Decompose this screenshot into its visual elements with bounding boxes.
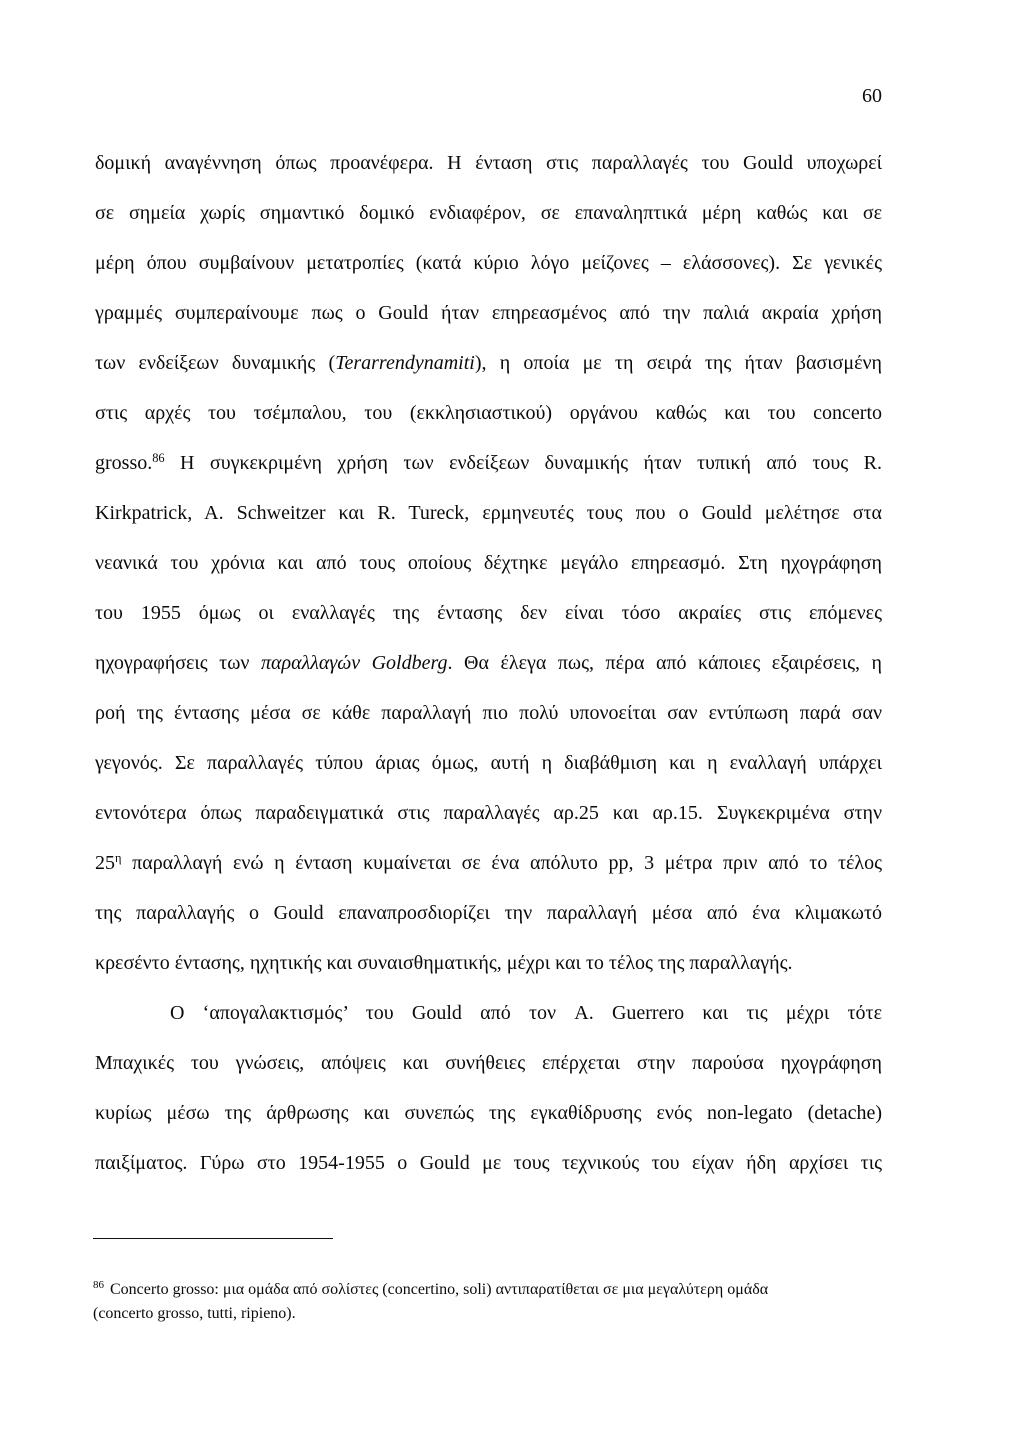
body-line	[95, 851, 882, 875]
footnote-reference: 86	[152, 451, 165, 466]
body-line	[95, 351, 882, 375]
text-segment: παιξίματος. Γύρω στο 1954-1955 ο Gould με τους τεχνικούς του είχαν ήδη αρχίσει τις	[95, 1152, 882, 1174]
body-line	[95, 601, 882, 625]
ordinal-superscript: η	[115, 851, 122, 866]
text-segment: κυρίως μέσω της άρθρωσης και συνεπώς της εγκαθίδρυσης ενός non-legato (detache)	[95, 1102, 882, 1124]
text-segment: μέρη όπου συμβαίνουν μετατροπίες (κατά κύριο λόγο μείζονες – ελάσσονες). Σε γενικές	[95, 252, 882, 274]
text-segment: ροή της έντασης μέσα σε κάθε παραλλαγή πιο πολύ υπονοείται σαν εντύπωση παρά σαν	[95, 702, 882, 724]
text-segment: Μπαχικές του γνώσεις, απόψεις και συνήθειες επέρχεται στην παρούσα ηχογράφηση	[95, 1052, 882, 1074]
body-line	[95, 1151, 882, 1175]
text-segment: σε σημεία χωρίς σημαντικό δομικό ενδιαφέρον, σε επαναληπτικά μέρη καθώς και σε	[95, 202, 882, 224]
body-line	[95, 151, 882, 175]
body-line	[95, 951, 882, 975]
body-line	[95, 751, 882, 775]
paragraph-first-line	[170, 1001, 882, 1025]
italic-term: Terarrendynamiti	[335, 352, 475, 374]
text-segment: ηχογραφήσεις των	[95, 652, 261, 674]
body-line	[95, 451, 882, 475]
body-line	[95, 1051, 882, 1075]
body-line	[95, 801, 882, 825]
text-segment: grosso.	[95, 452, 153, 474]
text-segment: του 1955 όμως οι εναλλαγές της έντασης δεν είναι τόσο ακραίες στις επόμενες	[95, 602, 882, 624]
footnote-marker: 86	[93, 1279, 104, 1291]
text-segment: νεανικά του χρόνια και από τους οποίους δέχτηκε μεγάλο επηρεασμό. Στη ηχογράφηση	[95, 552, 882, 574]
text-segment: ), η οποία με τη σειρά της ήταν βασισμένη	[474, 352, 882, 374]
body-line	[95, 651, 882, 675]
footnote-separator	[93, 1238, 333, 1239]
text-segment: γραμμές συμπεραίνουμε πως ο Gould ήταν επηρεασμένος από την παλιά ακραία χρήση	[95, 302, 882, 324]
text-segment: γεγονός. Σε παραλλαγές τύπου άριας όμως, αυτή η διαβάθμιση και η εναλλαγή υπάρχει	[95, 752, 882, 774]
text-segment: Ο ‘απογαλακτισμός’ του Gould από τον A. Guerrero και τις μέχρι τότε	[170, 1002, 882, 1024]
body-line	[95, 1101, 882, 1125]
body-line	[95, 201, 882, 225]
body-line	[95, 551, 882, 575]
body-line	[95, 401, 882, 425]
italic-title: παραλλαγών Goldberg	[260, 652, 448, 674]
text-segment: δομική αναγέννηση όπως προανέφερα. Η ένταση στις παραλλαγές του Gould υποχωρεί	[95, 152, 882, 174]
footnote-line	[93, 1304, 853, 1324]
text-segment: στις αρχές του τσέμπαλου, του (εκκλησιαστικού) οργάνου καθώς και του concerto	[95, 402, 882, 424]
text-segment: Kirkpatrick, A. Schweitzer και R. Tureck, ερμηνευτές τους που ο Gould μελέτησε στα	[95, 502, 882, 524]
text-segment: της παραλλαγής ο Gould επαναπροσδιορίζει την παραλλαγή μέσα από ένα κλιμακωτό	[95, 902, 882, 924]
body-line	[95, 301, 882, 325]
footnote-text: Concerto grosso: μια ομάδα από σολίστες (concertino, soli) αντιπαρατίθεται σε μια μεγαλύτερη ομάδα	[110, 1281, 769, 1298]
text-segment: Η συγκεκριμένη χρήση των ενδείξεων δυναμικής ήταν τυπική από τους R.	[164, 452, 882, 474]
text-segment: κρεσέντο έντασης, ηχητικής και συναισθηματικής, μέχρι και το τέλος της παραλλαγής.	[95, 952, 793, 974]
body-line	[95, 501, 882, 525]
body-line	[95, 701, 882, 725]
text-segment: εντονότερα όπως παραδειγματικά στις παραλλαγές αρ.25 και αρ.15. Συγκεκριμένα στην	[95, 802, 882, 824]
footnote-text: (concerto grosso, tutti, ripieno).	[93, 1305, 296, 1322]
body-line	[95, 901, 882, 925]
text-segment: 25	[95, 852, 115, 874]
footnote-line	[93, 1280, 853, 1300]
page-number: 60	[862, 85, 882, 107]
text-segment: . Θα έλεγα πως, πέρα από κάποιες εξαιρέσεις, η	[447, 652, 883, 674]
body-line	[95, 251, 882, 275]
text-segment: των ενδείξεων δυναμικής (	[95, 352, 336, 374]
text-segment: παραλλαγή ενώ η ένταση κυμαίνεται σε ένα απόλυτο pp, 3 μέτρα πριν από το τέλος	[121, 852, 882, 874]
